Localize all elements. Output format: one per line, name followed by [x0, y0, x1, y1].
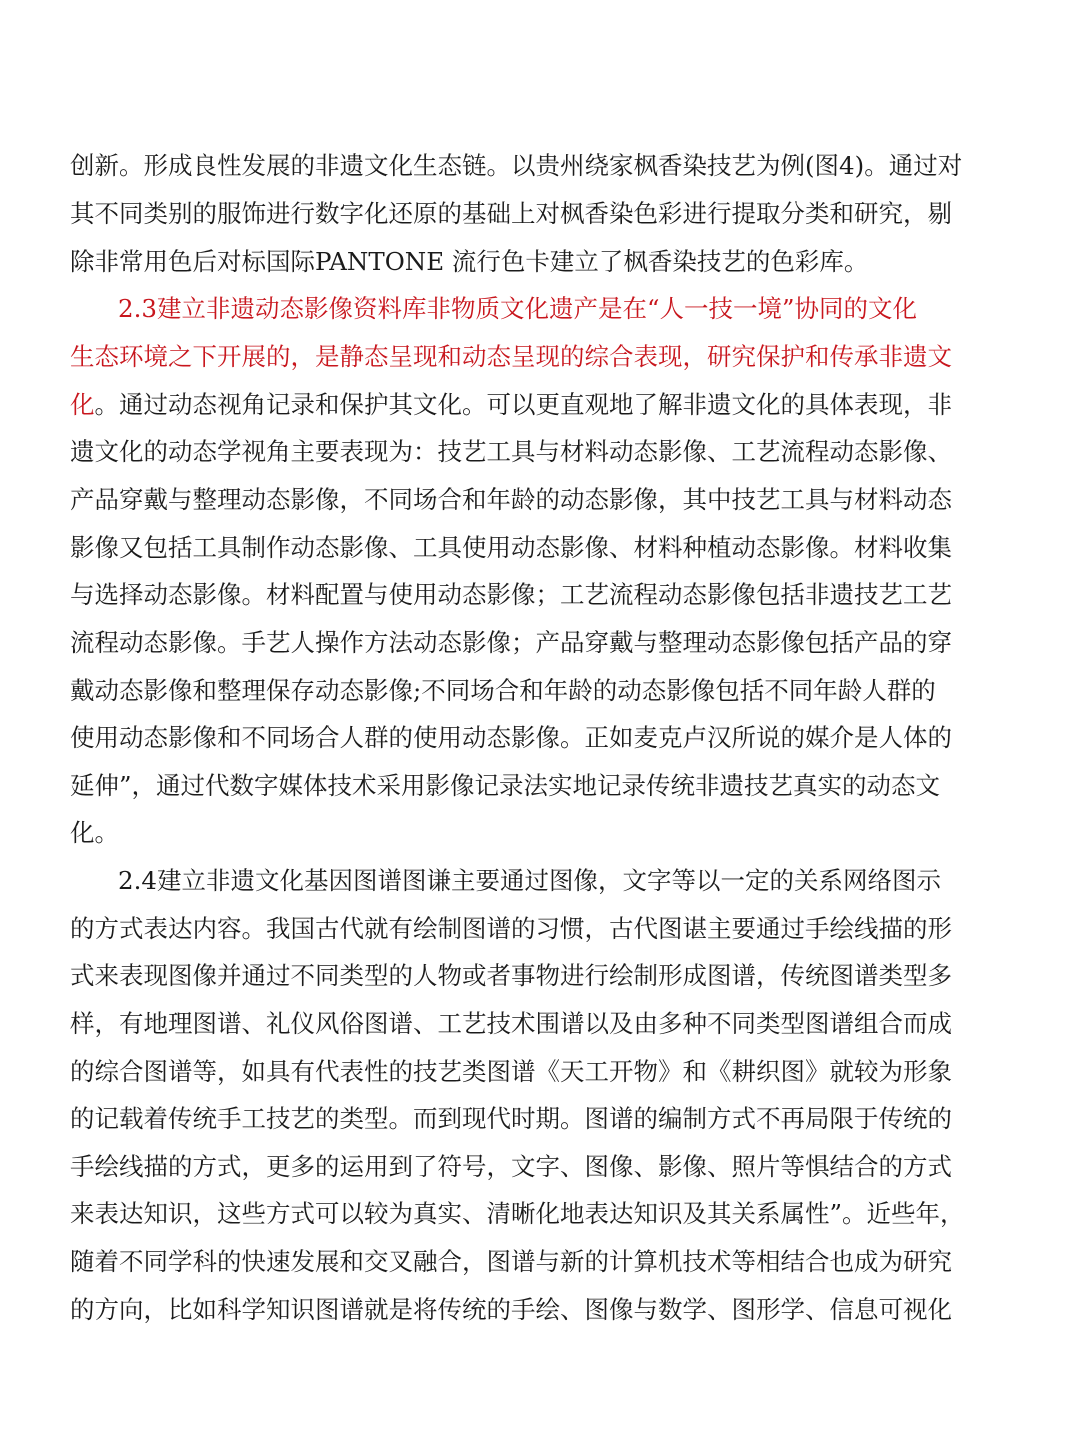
text-line — [70, 1194, 965, 1234]
text-line — [70, 385, 952, 425]
text-segment: 式来表现图像并通过不同类型的人物或者事物进行绘制形成图谱，传统图谱类型多 — [70, 961, 952, 990]
text-line — [70, 480, 952, 520]
text-line — [70, 909, 952, 949]
text-segment: 。通过动态视角记录和保护其文化。可以更直观地了解非遗文化的具体表现，非 — [94, 390, 952, 419]
text-segment: 除非常用色后对标国际PANTONE 流行色卡建立了枫香染技艺的色彩库。 — [70, 247, 869, 276]
text-segment: 戴动态影像和整理保存动态影像;不同场合和年龄的动态影像包括不同年龄人群的 — [70, 676, 936, 705]
text-line — [70, 146, 962, 186]
text-line — [70, 766, 940, 806]
text-segment: 其不同类别的服饰进行数字化还原的基础上对枫香染色彩进行提取分类和研究，剔 — [70, 199, 952, 228]
text-segment: 来表达知识，这些方式可以较为真实、清晰化地表达知识及其关系属性”。近些年， — [70, 1199, 965, 1228]
text-segment: 的方式表达内容。我国古代就有绘制图谱的习惯，古代图谌主要通过手绘线描的形 — [70, 914, 952, 943]
text-line — [70, 1004, 952, 1044]
text-line — [70, 956, 952, 996]
text-line — [70, 528, 952, 568]
text-line — [70, 1052, 952, 1092]
text-segment: 化。 — [70, 818, 119, 847]
text-line — [70, 813, 119, 853]
text-segment: 影像又包括工具制作动态影像、工具使用动态影像、材料种植动态影像。材料收集 — [70, 533, 952, 562]
section-heading-2-4 — [118, 861, 941, 901]
highlighted-text: 生态环境之下开展的，是静态呈现和动态呈现的综合表现，研究保护和传承非遗文 — [70, 342, 952, 371]
text-segment: 的记载着传统手工技艺的类型。而到现代时期。图谱的编制方式不再局限于传统的 — [70, 1104, 952, 1133]
text-segment: 样，有地理图谱、礼仪风俗图谱、工艺技术围谱以及由多种不同类型图谱组合而成 — [70, 1009, 952, 1038]
text-segment: 延伸”，通过代数字媒体技术采用影像记录法实地记录传统非遗技艺真实的动态文 — [70, 771, 941, 800]
highlighted-text: 2.3建立非遗动态影像资料库非物质文化遗产是在“人一技一境”协同的文化 — [118, 294, 918, 323]
highlighted-text: 化 — [70, 390, 95, 419]
text-line — [70, 718, 952, 758]
text-segment: 产品穿戴与整理动态影像，不同场合和年龄的动态影像，其中技艺工具与材料动态 — [70, 485, 952, 514]
text-segment: 流程动态影像。手艺人操作方法动态影像；产品穿戴与整理动态影像包括产品的穿 — [70, 628, 952, 657]
text-line — [70, 194, 952, 234]
text-segment: 2.4建立非遗文化基因图谱图谦主要通过图像，文字等以一定的关系网络图示 — [118, 866, 941, 895]
text-line — [70, 1242, 952, 1282]
text-segment: 的方向，比如科学知识图谱就是将传统的手绘、图像与数学、图形学、信息可视化 — [70, 1295, 952, 1324]
text-segment: 与选择动态影像。材料配置与使用动态影像；工艺流程动态影像包括非遗技艺工艺 — [70, 580, 952, 609]
text-line — [70, 242, 868, 282]
text-line — [70, 1290, 952, 1330]
text-segment: 手绘线描的方式，更多的运用到了符号，文字、图像、影像、照片等惧结合的方式 — [70, 1152, 952, 1181]
text-segment: 遗文化的动态学视角主要表现为：技艺工具与材料动态影像、工艺流程动态影像、 — [70, 437, 952, 466]
text-line — [70, 1099, 952, 1139]
section-heading-2-3 — [118, 289, 917, 329]
text-line — [70, 337, 952, 377]
text-segment: 创新。形成良性发展的非遗文化生态链。以贵州绕家枫香染技艺为例(图4)。通过对 — [70, 151, 963, 180]
text-line — [70, 623, 952, 663]
text-line — [70, 1147, 952, 1187]
text-segment: 随着不同学科的快速发展和交叉融合，图谱与新的计算机技术等相结合也成为研究 — [70, 1247, 952, 1276]
text-segment: 的综合图谱等，如具有代表性的技艺类图谱《天工开物》和《耕织图》就较为形象 — [70, 1057, 952, 1086]
text-segment: 使用动态影像和不同场合人群的使用动态影像。正如麦克卢汉所说的媒介是人体的 — [70, 723, 952, 752]
text-line — [70, 671, 936, 711]
text-line — [70, 575, 952, 615]
text-line — [70, 432, 952, 472]
